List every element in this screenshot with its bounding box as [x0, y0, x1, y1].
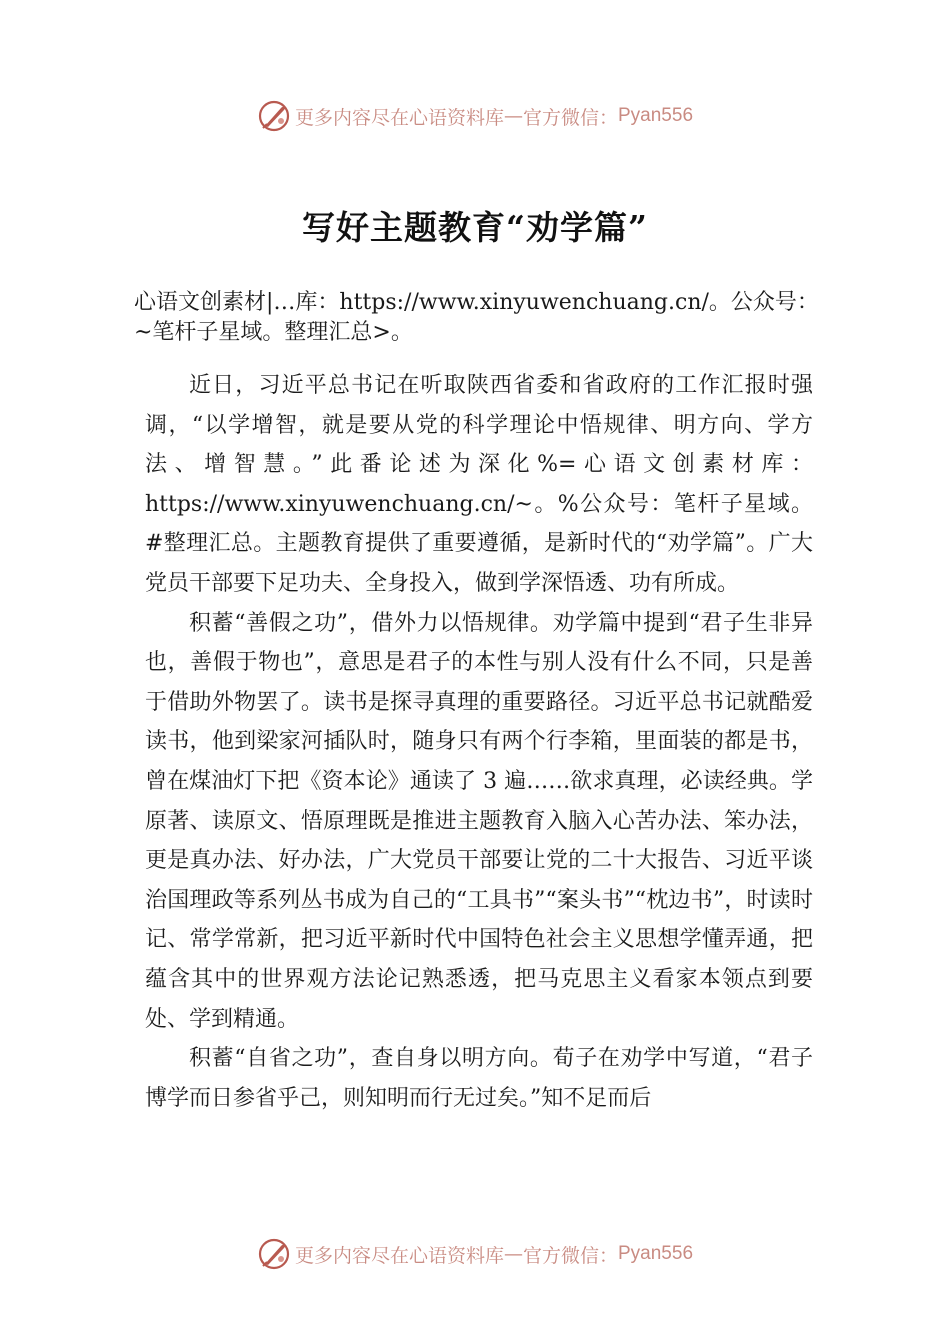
body-paragraph-3: 积蓄“自省之功”，查自身以明方向。荀子在劝学中写道，“君子博学而日参省乎己，则知明而行无过矣。”知不足而后 [145, 1046, 813, 1111]
banner-brand-text: 更多内容尽在心语资料库 [294, 106, 504, 129]
source-note: 心语文创素材|…库：https://www.xinyuwenchuang.cn/。公众号：~笔杆子星域。整理汇总>。 [134, 290, 819, 345]
body-paragraph-2: 积蓄“善假之功”，借外力以悟规律。劝学篇中提到“君子生非异也，善假于物也”，意思是君子的本性与别人没有什么不同，只是善于借助外物罢了。读书是探寻真理的重要路径。习近平总书记就酷爱读书，他到梁家河插队时，随身只有两个行李箱，里面装的都是书，曾在煤油灯下把《资本论》通读了 3 遍……欲求真理，必读经典。学原著、读原文、悟原理既是推进主题教育入脑入心苦办法、笨办法，更是真办法、好办法，广大党员干部要让党的二十大报告、习近平谈治国理政等系列丛书成为自己的“工具书”“案头书”“枕边书”，时读时记、常学常新，把习近平新时代中国特色社会主义思想学懂弄通，把蕴含其中的世界观方法论记熟悉透，把马克思主义看家本领点到要处、学到精通。 [145, 610, 813, 1032]
body-paragraph-1: 近日，习近平总书记在听取陕西省委和省政府的工作汇报时强调，“以学增智，就是要从党的科学理论中悟规律、明方向、学方法、增智慧。”此番论述为深化%=心语文创素材库：https://www.xinyuwenchuang.cn/~。%公众号：笔杆子星域。#整理汇总。主题教育提供了重要遵循，是新时代的“劝学篇”。广大党员干部要下足功夫、全身投入，做到学深悟透、功有所成。 [145, 373, 813, 596]
banner-separator: — [503, 1243, 523, 1265]
header-banner [0, 96, 950, 136]
quill-logo-icon [257, 99, 291, 133]
banner-brand-text: 更多内容尽在心语资料库 [294, 1244, 504, 1267]
banner-wechat-id: Pyan556 [618, 105, 694, 126]
document-title: 写好主题教育“劝学篇” [302, 208, 648, 247]
banner-contact-label: 官方微信： [522, 1244, 618, 1267]
banner-contact-label: 官方微信： [522, 106, 618, 129]
banner-separator: — [503, 105, 523, 127]
footer-banner [0, 1234, 950, 1274]
quill-logo-icon [257, 1237, 291, 1271]
banner-wechat-id: Pyan556 [618, 1243, 694, 1264]
document-body [145, 366, 813, 1118]
